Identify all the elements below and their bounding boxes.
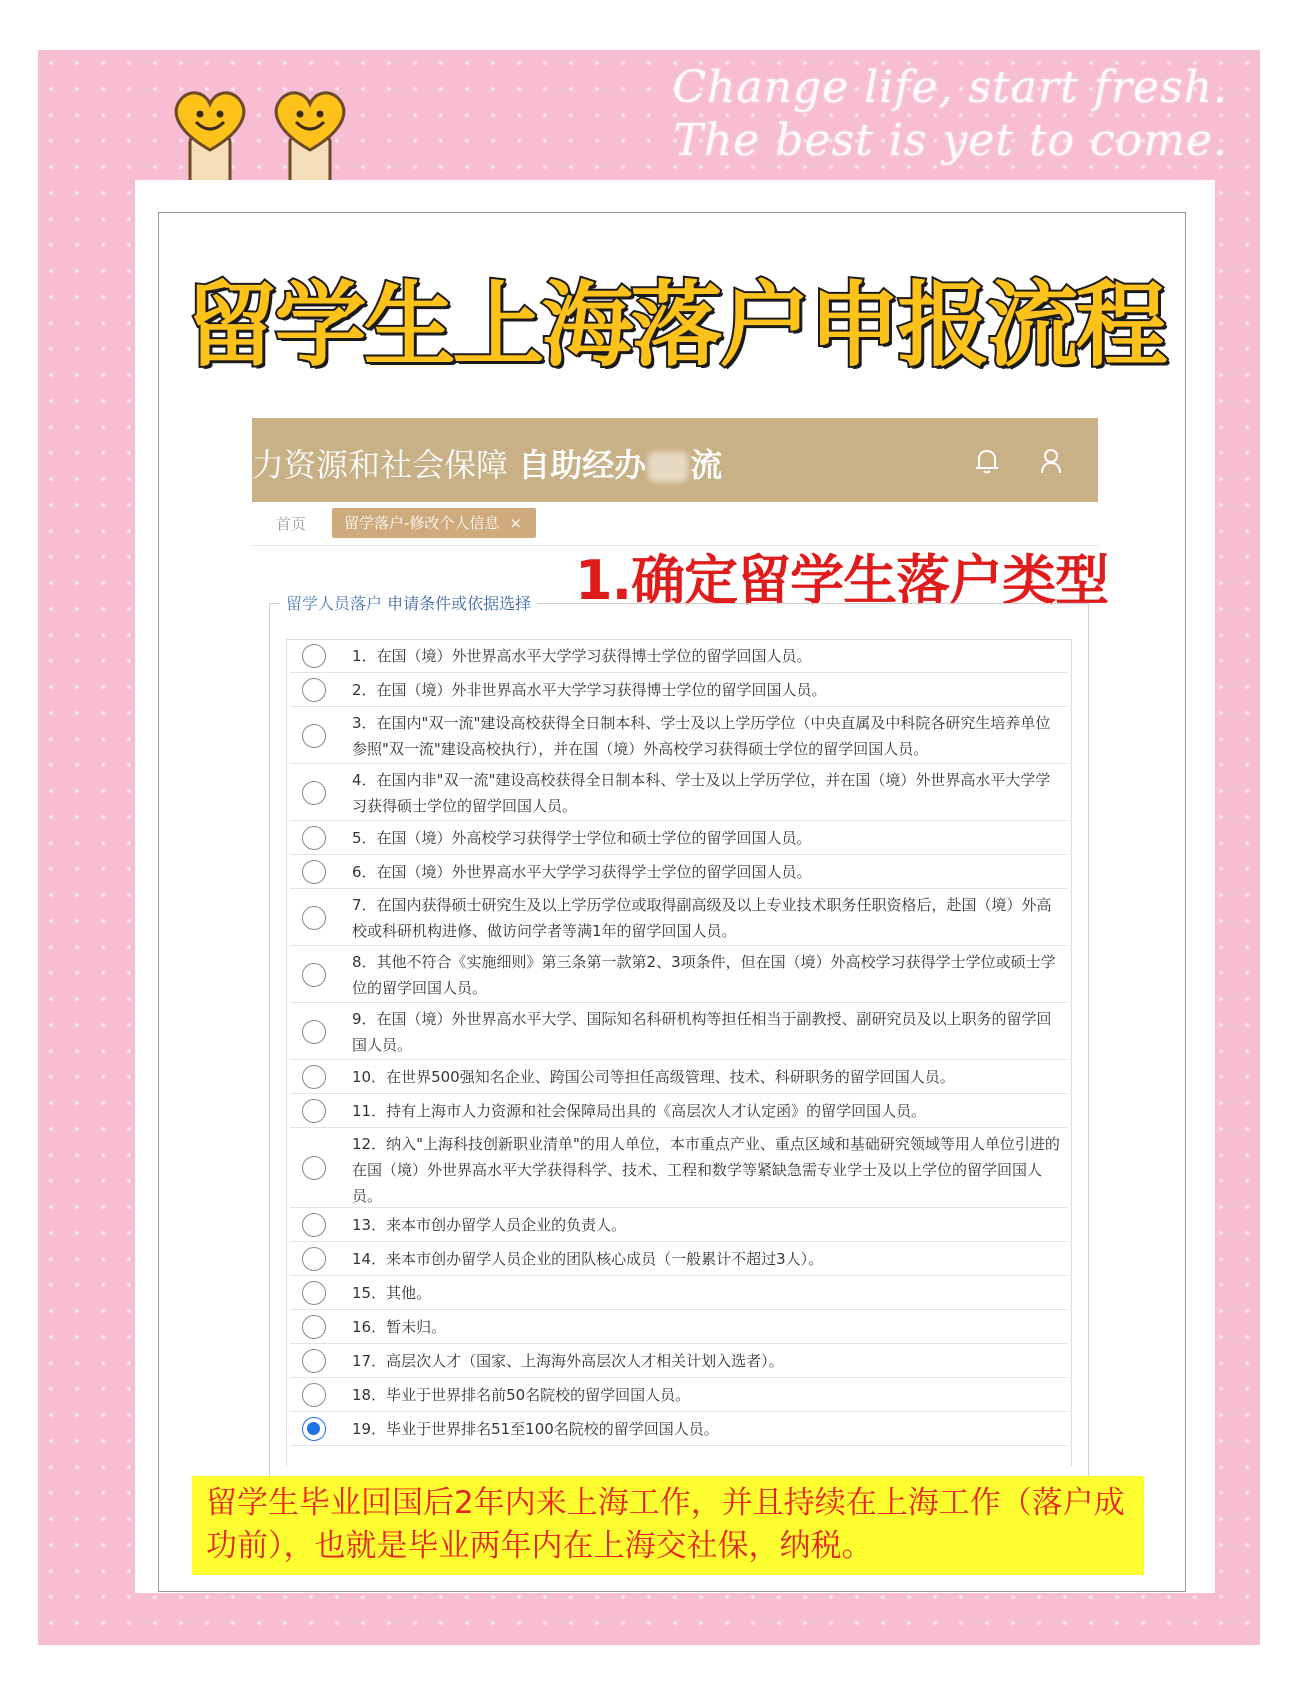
header-title-bold: 自助经办 bbox=[518, 446, 647, 484]
option-label: 5．在国（境）外高校学习获得学士学位和硕士学位的留学回国人员。 bbox=[352, 829, 812, 847]
option-label: 2．在国（境）外非世界高水平大学学习获得博士学位的留学回国人员。 bbox=[352, 681, 827, 699]
option-row[interactable] bbox=[290, 1310, 1068, 1344]
option-row[interactable] bbox=[290, 707, 1068, 764]
option-radio[interactable] bbox=[302, 1417, 326, 1441]
option-row[interactable] bbox=[290, 946, 1068, 1003]
option-radio[interactable] bbox=[302, 724, 326, 748]
legend-part-2: 申请条件或依据选择 bbox=[387, 594, 532, 613]
option-row[interactable] bbox=[290, 1208, 1068, 1242]
option-label: 18．毕业于世界排名前50名院校的留学回国人员。 bbox=[352, 1386, 691, 1404]
option-radio[interactable] bbox=[302, 860, 326, 884]
tab-home[interactable]: 首页 bbox=[276, 515, 307, 533]
option-label: 8．其他不符合《实施细则》第三条第一款第2、3项条件，但在国（境）外高校学习获得学士学位或硕士学位的留学回国人员。 bbox=[352, 953, 1056, 997]
option-label: 13．来本市创办留学人员企业的负责人。 bbox=[352, 1216, 627, 1234]
option-label: 12．纳入"上海科技创新职业清单"的用人单位，本市重点产业、重点区域和基础研究领域等用人单位引进的在国（境）外世界高水平大学获得科学、技术、工程和数学等紧缺急需专业学士及以上学位的留学回国人员。 bbox=[352, 1135, 1060, 1205]
close-icon[interactable]: × bbox=[509, 514, 522, 532]
note-banner: 留学生毕业回国后2年内来上海工作，并且持续在上海工作（落户成功前），也就是毕业两年内在上海交社保，纳税。 bbox=[192, 1476, 1144, 1575]
option-radio[interactable] bbox=[302, 1099, 326, 1123]
option-label: 19．毕业于世界排名51至100名院校的留学回国人员。 bbox=[352, 1420, 719, 1438]
option-label: 4．在国内非"双一流"建设高校获得全日制本科、学士及以上学历学位，并在国（境）外世界高水平大学学习获得硕士学位的留学回国人员。 bbox=[352, 771, 1051, 815]
option-label: 3．在国内"双一流"建设高校获得全日制本科、学士及以上学历学位（中央直属及中科院各研究生培养单位参照"双一流"建设高校执行），并在国（境）外高校学习获得硕士学位的留学回国人员。 bbox=[352, 714, 1051, 758]
option-radio[interactable] bbox=[302, 1065, 326, 1089]
slogan-line-2: The best is yet to come. bbox=[673, 115, 1228, 166]
option-radio[interactable] bbox=[302, 906, 326, 930]
option-row[interactable] bbox=[290, 1242, 1068, 1276]
smiley-hearts-icon bbox=[160, 88, 380, 188]
option-radio[interactable] bbox=[302, 644, 326, 668]
option-row[interactable] bbox=[290, 1412, 1068, 1446]
option-row[interactable] bbox=[290, 1094, 1068, 1128]
option-radio[interactable] bbox=[302, 678, 326, 702]
option-radio[interactable] bbox=[302, 1383, 326, 1407]
option-row[interactable] bbox=[290, 821, 1068, 855]
option-radio[interactable] bbox=[302, 1156, 326, 1180]
option-radio[interactable] bbox=[302, 1315, 326, 1339]
option-row[interactable] bbox=[290, 1060, 1068, 1094]
option-label: 6．在国（境）外世界高水平大学学习获得学士学位的留学回国人员。 bbox=[352, 863, 812, 881]
option-label: 7．在国内获得硕士研究生及以上学历学位或取得副高级及以上专业技术职务任职资格后，赴国（境）外高校或科研机构进修、做访问学者等满1年的留学回国人员。 bbox=[352, 896, 1052, 940]
option-radio[interactable] bbox=[302, 826, 326, 850]
option-row[interactable] bbox=[290, 1276, 1068, 1310]
legend-part-1: 留学人员落户 bbox=[286, 594, 383, 613]
option-label: 9．在国（境）外世界高水平大学、国际知名科研机构等担任相当于副教授、副研究员及以上职务的留学回国人员。 bbox=[352, 1010, 1052, 1054]
blurred-region bbox=[648, 452, 688, 482]
option-radio[interactable] bbox=[302, 1247, 326, 1271]
option-radio[interactable] bbox=[302, 781, 326, 805]
option-label: 14．来本市创办留学人员企业的团队核心成员（一般累计不超过3人）。 bbox=[352, 1250, 824, 1268]
option-radio[interactable] bbox=[302, 1020, 326, 1044]
option-row[interactable] bbox=[290, 639, 1068, 673]
option-radio[interactable] bbox=[302, 1281, 326, 1305]
option-row[interactable] bbox=[290, 1378, 1068, 1412]
option-radio[interactable] bbox=[302, 1213, 326, 1237]
option-row[interactable] bbox=[290, 764, 1068, 821]
fieldset-legend bbox=[280, 591, 537, 614]
option-label: 11．持有上海市人力资源和社会保障局出具的《高层次人才认定函》的留学回国人员。 bbox=[352, 1102, 927, 1120]
option-row[interactable] bbox=[290, 1344, 1068, 1378]
option-label: 17．高层次人才（国家、上海海外高层次人才相关计划入选者）。 bbox=[352, 1352, 784, 1370]
app-header-bar bbox=[252, 418, 1098, 502]
option-label: 15．其他。 bbox=[352, 1284, 432, 1302]
option-row[interactable] bbox=[290, 673, 1068, 707]
option-label: 10．在世界500强知名企业、跨国公司等担任高级管理、技术、科研职务的留学回国人员。 bbox=[352, 1068, 955, 1086]
app-header-title bbox=[252, 440, 722, 486]
header-title-suffix: 流 bbox=[690, 446, 723, 484]
option-label: 1．在国（境）外世界高水平大学学习获得博士学位的留学回国人员。 bbox=[352, 647, 812, 665]
tab-active[interactable] bbox=[332, 508, 536, 538]
slogan-line-1: Change life, start fresh. bbox=[672, 62, 1228, 113]
option-row[interactable] bbox=[290, 1128, 1068, 1208]
option-radio[interactable] bbox=[302, 963, 326, 987]
user-icon[interactable] bbox=[1034, 444, 1068, 478]
option-label: 16．暂未归。 bbox=[352, 1318, 447, 1336]
page-title: 留学生上海落户申报流程 bbox=[185, 272, 1165, 379]
tab-active-label: 留学落户-修改个人信息 bbox=[344, 514, 500, 532]
option-radio[interactable] bbox=[302, 1349, 326, 1373]
option-row[interactable] bbox=[290, 1003, 1068, 1060]
option-row[interactable] bbox=[290, 855, 1068, 889]
step-title: 1.确定留学生落户类型 bbox=[575, 549, 1109, 612]
option-row[interactable] bbox=[290, 889, 1068, 946]
bell-icon[interactable] bbox=[970, 444, 1004, 478]
header-title-prefix: 力资源和社会保障 bbox=[252, 446, 509, 484]
